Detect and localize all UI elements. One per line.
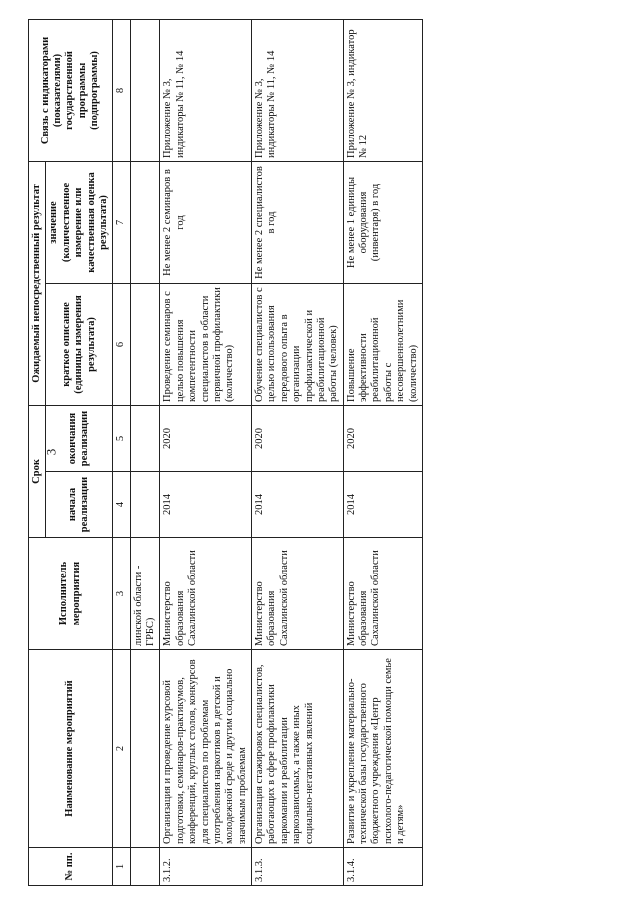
cell-end [130, 405, 160, 471]
cell-result-short: Проведение семинаров с целью повышения компетентности специалистов в области первичной профилактики (количество) [160, 283, 252, 405]
header-term-start: начала реализации [46, 471, 113, 537]
cell-num: 3.1.4. [343, 847, 422, 885]
cell-start: 2014 [252, 471, 344, 537]
cell-result-short: Повышение эффективности реабилитационной работы с несовершеннолетними (количество) [343, 283, 422, 405]
header-term: Срок [29, 405, 46, 537]
table-container [28, 20, 570, 886]
column-number-row [113, 19, 130, 885]
cell-end: 2020 [160, 405, 252, 471]
cell-start: 2014 [343, 471, 422, 537]
header-executor: Исполнитель мероприятия [29, 537, 113, 649]
page-number: 3 [43, 448, 59, 456]
header-result: Ожидаемый непосредственный результат [29, 161, 46, 405]
cell-result-short: Обучение специалистов с целью использования передового опыта в организации профилактической и реабилитационной работы (человек) [252, 283, 344, 405]
header-result-short: краткое описание (единицы измерения результата) [46, 283, 113, 405]
col-number: 2 [113, 649, 130, 847]
col-number: 6 [113, 283, 130, 405]
program-table [28, 18, 423, 885]
col-number: 7 [113, 161, 130, 283]
cell-link [130, 19, 160, 161]
cell-result-value: Не менее 2 специалистов в год [252, 161, 344, 283]
cell-start: 2014 [160, 471, 252, 537]
cell-executor: линской области - ГРБС) [130, 537, 160, 649]
cell-result-value: Не менее 2 семинаров в год [160, 161, 252, 283]
table-row [160, 19, 252, 885]
col-number: 1 [113, 847, 130, 885]
cell-executor: Министерство образования Сахалинской области [252, 537, 344, 649]
cell-num [130, 847, 160, 885]
header-result-value: значение (количественное измерение или качественная оценка результата) [46, 161, 113, 283]
cell-link: Приложение № 3, индикаторы № 11, № 14 [252, 19, 344, 161]
cell-result-value [130, 161, 160, 283]
cell-executor: Министерство образования Сахалинской области [160, 537, 252, 649]
col-number: 4 [113, 471, 130, 537]
carry-over-row [130, 19, 160, 885]
table-row [252, 19, 344, 885]
header-link: Связь с индикаторами (показателями) государственной программы (подпрограммы) [29, 19, 113, 161]
cell-start [130, 471, 160, 537]
cell-executor: Министерство образования Сахалинской области [343, 537, 422, 649]
cell-link: Приложение № 3, индикатор № 12 [343, 19, 422, 161]
header-row-1 [29, 19, 46, 885]
cell-name: Организация стажировок специалистов, работающих в сфере профилактики наркомании и реабилитации наркозависимых, а также иных социально-негативных явлений [252, 649, 344, 847]
header-name: Наименование мероприятий [29, 649, 113, 847]
cell-name: Организация и проведение курсовой подготовки, семинаров-практикумов, конференций, круглых столов, конкурсов для специалистов по проблемам употребления наркотиков в детской и молодежной среде и другим социально значимым проблемам [160, 649, 252, 847]
cell-end: 2020 [343, 405, 422, 471]
cell-name: Развитие и укрепление материально-технической базы государственного бюджетного учреждения «Центр психолого-педагогической помощи семье и детям» [343, 649, 422, 847]
cell-num: 3.1.3. [252, 847, 344, 885]
cell-result-short [130, 283, 160, 405]
header-term-end: окончания реализации [46, 405, 113, 471]
col-number: 3 [113, 537, 130, 649]
table-row [343, 19, 422, 885]
cell-result-value: Не менее 1 единицы оборудования (инвентаря) в год [343, 161, 422, 283]
col-number: 8 [113, 19, 130, 161]
cell-name [130, 649, 160, 847]
col-number: 5 [113, 405, 130, 471]
cell-end: 2020 [252, 405, 344, 471]
cell-link: Приложение № 3, индикаторы № 11, № 14 [160, 19, 252, 161]
cell-num: 3.1.2. [160, 847, 252, 885]
header-num: № пп. [29, 847, 113, 885]
